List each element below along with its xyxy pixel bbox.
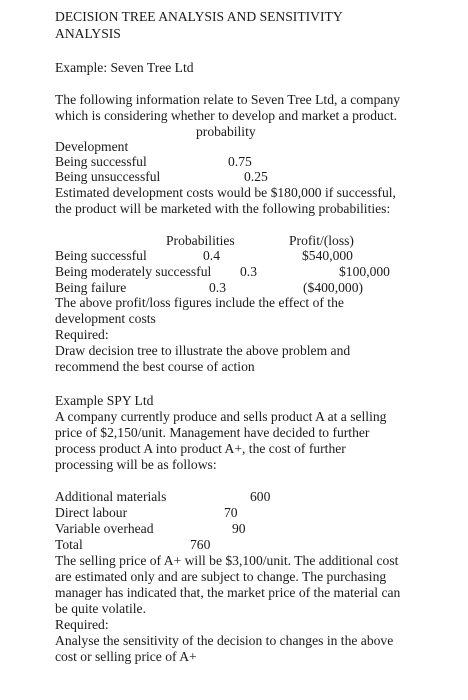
example-2-required-line-2: cost or selling price of A+: [55, 649, 197, 664]
cost-row-2-value: 70: [224, 505, 238, 520]
example-1-intro-line-1: The following information relate to Seven Tree Ltd, a company: [55, 92, 401, 107]
example-2-intro-line-3: process product A into product A+, the cost of further: [55, 441, 346, 456]
cost-line-1: Estimated development costs would be $180,000 if successful,: [55, 185, 396, 200]
table-row-2-prob: 0.3: [240, 264, 257, 279]
example-1-required-line-2: recommend the best course of action: [55, 359, 255, 374]
page-title-line-2: ANALYSIS: [55, 26, 121, 41]
probability-header: probability: [196, 124, 256, 139]
example-2-intro-line-2: price of $2,150/unit. Management have decided to further: [55, 425, 370, 440]
selling-line-3: manager has indicated that, the market price of the material can: [55, 585, 401, 600]
cost-row-4-value: 760: [190, 537, 211, 552]
table-header-probabilities: Probabilities: [166, 233, 235, 248]
dev-row-2-value: 0.25: [244, 169, 268, 184]
table-row-1-prob: 0.4: [203, 248, 220, 263]
selling-line-4: be quite volatile.: [55, 601, 146, 616]
development-label: Development: [55, 139, 129, 154]
table-row-1-label: Being successful: [55, 248, 147, 263]
cost-row-4-label: Total: [55, 537, 83, 552]
selling-line-1: The selling price of A+ will be $3,100/unit. The additional cost: [55, 553, 399, 568]
table-row-2-label: Being moderately successful: [55, 264, 212, 279]
cost-row-1-value: 600: [250, 489, 271, 504]
example-1-required-label: Required:: [55, 327, 109, 342]
example-2-heading: Example SPY Ltd: [55, 393, 154, 408]
table-row-2-profit: $100,000: [339, 264, 390, 279]
cost-row-3-value: 90: [232, 521, 246, 536]
example-1-intro-line-2: which is considering whether to develop and market a product.: [55, 108, 398, 123]
table-header-profit: Profit/(loss): [289, 233, 354, 248]
example-2-required-label: Required:: [55, 617, 109, 632]
cost-line-2: the product will be marketed with the following probabilities:: [55, 201, 391, 216]
note-line-2: development costs: [55, 311, 156, 326]
dev-row-1-label: Being successful: [55, 154, 147, 169]
example-2-required-line-1: Analyse the sensitivity of the decision to changes in the above: [55, 633, 394, 648]
example-2-intro-line-4: processing will be as follows:: [55, 457, 217, 472]
table-row-3-prob: 0.3: [209, 280, 226, 295]
example-2-intro-line-1: A company currently produce and sells product A at a selling: [55, 409, 387, 424]
table-row-3-label: Being failure: [55, 280, 127, 295]
cost-row-3-label: Variable overhead: [55, 521, 154, 536]
selling-line-2: are estimated only and are subject to change. The purchasing: [55, 569, 387, 584]
page-title-line-1: DECISION TREE ANALYSIS AND SENSITIVITY: [55, 9, 343, 24]
note-line-1: The above profit/loss figures include the effect of the: [55, 295, 344, 310]
table-row-1-profit: $540,000: [302, 248, 353, 263]
example-1-heading: Example: Seven Tree Ltd: [55, 60, 194, 75]
dev-row-2-label: Being unsuccessful: [55, 169, 161, 184]
table-row-3-profit: ($400,000): [303, 280, 364, 295]
dev-row-1-value: 0.75: [228, 154, 252, 169]
example-1-required-line-1: Draw decision tree to illustrate the above problem and: [55, 343, 351, 358]
cost-row-1-label: Additional materials: [55, 489, 167, 504]
cost-row-2-label: Direct labour: [55, 505, 128, 520]
